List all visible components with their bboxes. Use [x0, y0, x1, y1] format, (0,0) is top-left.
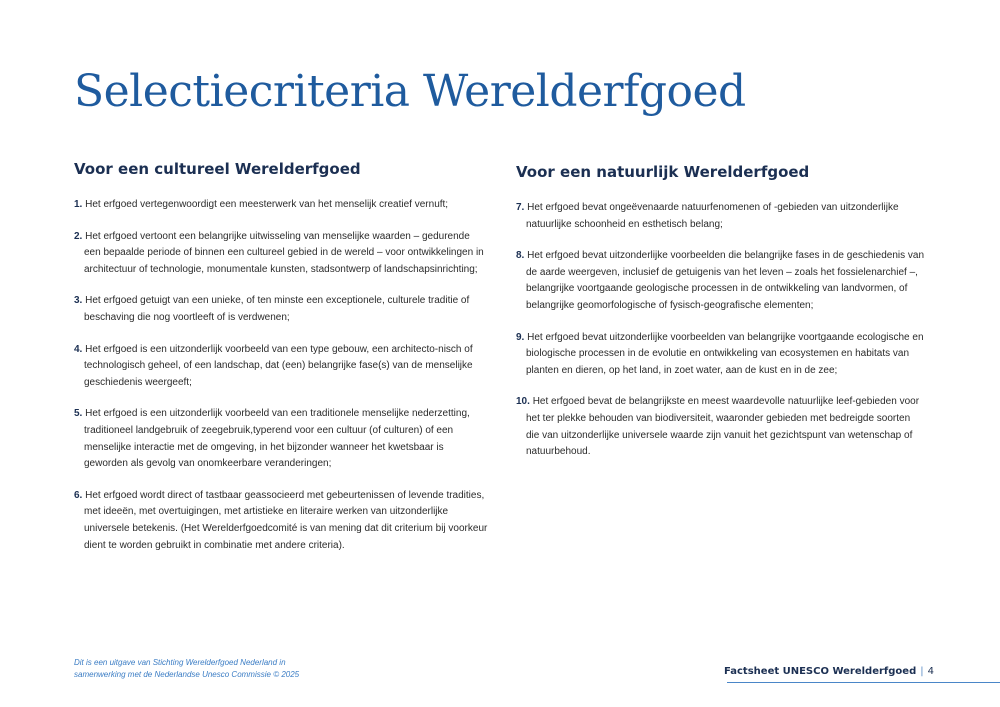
publisher-credit	[74, 657, 299, 681]
criterion-number: 2.	[74, 230, 83, 242]
criterion-text: Het erfgoed wordt direct of tastbaar geassocieerd met gebeurtenissen of levende tradities, met ideeën, met overtuigingen, met artistieke en literaire werken van uitzonderlijke universele betekenis. (Het Werelderfgoedcomité is van mening dat dit criterium bij voorkeur dient te worden gebruikt in combinatie met andere criteria).	[84, 489, 488, 551]
criterion-item	[516, 330, 926, 380]
criterion-item	[74, 488, 489, 554]
criterion-number: 6.	[74, 489, 83, 501]
footer-separator: |	[920, 666, 924, 677]
criterion-number: 5.	[74, 408, 83, 420]
criterion-number: 3.	[74, 295, 83, 307]
criterion-text: Het erfgoed vertegenwoordigt een meesterwerk van het menselijk creatief vernuft;	[85, 199, 449, 210]
criterion-item	[74, 406, 489, 472]
criterion-item	[516, 200, 926, 233]
document-label: Factsheet UNESCO Werelderfgoed	[724, 666, 917, 677]
credit-line: Dit is een uitgave van Stichting Werelderfgoed Nederland in	[74, 658, 286, 667]
criterion-number: 10.	[516, 396, 530, 408]
footer-divider	[727, 682, 1000, 683]
page-number: 4	[927, 666, 934, 677]
criterion-number: 4.	[74, 343, 83, 355]
cultural-criteria-section	[74, 160, 489, 569]
page-footer-label	[724, 666, 934, 677]
criterion-item	[74, 293, 489, 326]
cultural-heading: Voor een cultureel Werelderfgoed	[74, 160, 361, 178]
criterion-item	[74, 229, 489, 279]
criterion-text: Het erfgoed is een uitzonderlijk voorbeeld van een traditionele menselijke nederzetting, traditioneel landgebruik of zeegebruik,typerend voor een cultuur (of culturen) of een menselijke interactie met de omgeving, in het bijzonder wanneer het kwetsbaar is geworden als gevolg van onomkeerbare veranderingen;	[84, 408, 470, 470]
natural-heading: Voor een natuurlijk Werelderfgoed	[516, 163, 810, 181]
criterion-text: Het erfgoed is een uitzonderlijk voorbeeld van een type gebouw, een architecto-nisch of technologisch geheel, of een landschap, dat (een) belangrijke fase(s) van de menselijke geschiedenis weergeeft;	[84, 343, 473, 388]
criterion-number: 8.	[516, 250, 525, 262]
criterion-number: 9.	[516, 331, 525, 343]
natural-criteria-section	[516, 163, 926, 476]
criterion-number: 1.	[74, 199, 83, 210]
criterion-text: Het erfgoed vertoont een belangrijke uitwisseling van menselijke waarden – gedurende een bepaalde periode of binnen een cultureel gebied in de wereld – voor ontwikkelingen in architectuur of technologie, monumentale kunsten, stadsontwerp of landschapsinrichting;	[84, 230, 484, 275]
criterion-number: 7.	[516, 202, 525, 213]
criterion-item	[516, 394, 926, 460]
credit-line: samenwerking met de Nederlandse Unesco Commissie © 2025	[74, 670, 300, 679]
criterion-text: Het erfgoed bevat de belangrijkste en meest waardevolle natuurlijke leef-gebieden voor het ter plekke behouden van biodiversiteit, waaronder gebieden met bedreigde soorten die van uitzonderlijke universele waarde zijn vanuit het gezichtspunt van wetenschap of natuurbehoud.	[526, 396, 920, 458]
criterion-item	[74, 197, 489, 214]
page-title: Selectiecriteria Werelderfgoed	[74, 66, 746, 117]
criterion-item	[516, 248, 926, 314]
criterion-text: Het erfgoed bevat uitzonderlijke voorbeelden van belangrijke voortgaande ecologische en biologische processen in de evolutie en ontwikkeling van ecosystemen en habitats van planten en dieren, op het land, in zoet water, aan de kust en in de zee;	[526, 331, 924, 376]
criterion-text: Het erfgoed bevat ongeëvenaarde natuurfenomenen of -gebieden van uitzonderlijke natuurlijke schoonheid en esthetisch belang;	[526, 202, 899, 230]
criterion-item	[74, 342, 489, 392]
criterion-text: Het erfgoed bevat uitzonderlijke voorbeelden die belangrijke fases in de geschiedenis van de aarde weergeven, inclusief de getuigenis van het leven – zoals het fossielenarchief –, belangrijke voortgaande geologische processen in de ontwikkeling van landvormen, of belangrijke geomorfologische of fysisch-geografische elementen;	[526, 250, 925, 311]
criterion-text: Het erfgoed getuigt van een unieke, of ten minste een exceptionele, culturele traditie of beschaving die nog voortleeft of is verdwenen;	[84, 295, 470, 323]
